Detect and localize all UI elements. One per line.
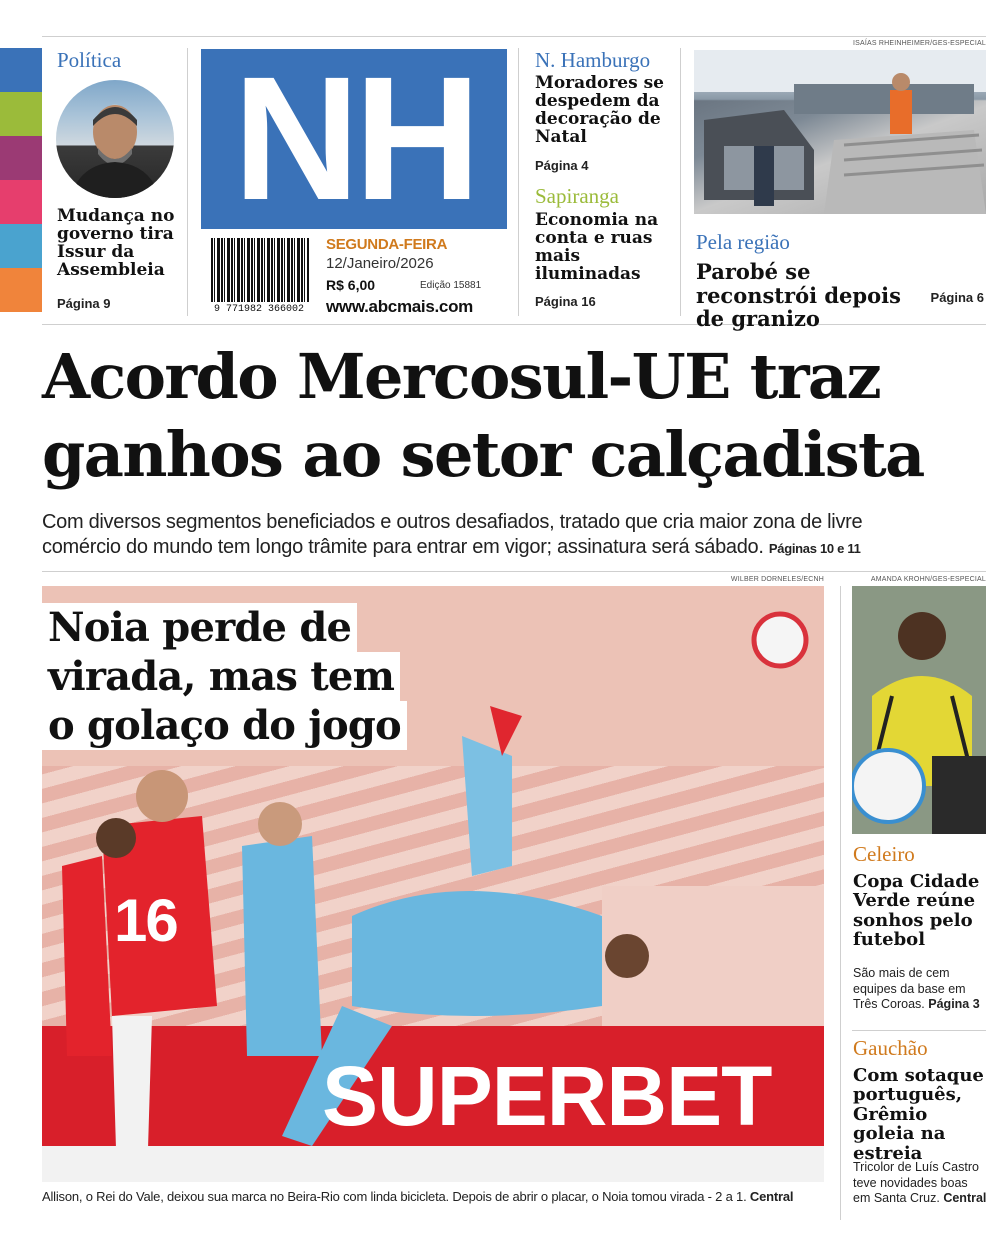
- gauchao-body-text: Tricolor de Luís Castro teve novidades boas em Santa Cruz.: [853, 1160, 979, 1205]
- lead-subhead-line1: Com diversos segmentos beneficiados e outros desafiados, tratado que cria maior zona de livre: [42, 511, 863, 533]
- politica-portrait-photo: [56, 80, 174, 198]
- celeiro-photo-credit: AMANDA KROHN/GES-ESPECIAL: [870, 576, 986, 583]
- celeiro-kicker: Celeiro: [853, 842, 915, 866]
- issue-edition: Edição 15881: [420, 280, 482, 291]
- politica-page-ref: Página 9: [57, 296, 111, 311]
- lead-headline-line1: Acordo Mercosul-UE traz: [42, 340, 881, 413]
- politica-headline: Mudança no governo tira Issur da Assembleia: [57, 206, 175, 280]
- gauchao-page-ref: Central: [943, 1191, 987, 1205]
- gauchao-kicker: Gauchão: [853, 1036, 928, 1060]
- celeiro-page-ref: Página 3: [928, 997, 980, 1011]
- gauchao-body: [853, 1160, 987, 1207]
- divider-right-column: [840, 586, 841, 1220]
- regiao-scene-icon: [694, 50, 986, 214]
- divider-hamburgo: [518, 48, 519, 316]
- hamburgo-page-ref: Página 4: [535, 158, 589, 173]
- celeiro-body: [853, 966, 985, 1013]
- regiao-photo: [694, 50, 986, 214]
- lead-subhead: [42, 510, 986, 561]
- superbet-ad-board: SUPERBET: [322, 1049, 772, 1143]
- barcode-number: 9 771982 366002: [213, 304, 304, 315]
- gauchao-teaser[interactable]: [852, 1034, 990, 1214]
- gauchao-headline: Com sotaque português, Grêmio goleia na estreia: [853, 1065, 984, 1164]
- nh-logo-text: NH: [232, 41, 476, 237]
- main-headline-line2: virada, mas tem: [42, 652, 400, 701]
- main-photo-caption: [42, 1189, 842, 1204]
- lead-subhead-line2: comércio do mundo tem longo trâmite para entrar em vigor; assinatura será sábado.: [42, 536, 764, 558]
- politica-teaser[interactable]: [48, 44, 184, 316]
- regiao-headline: Parobé se reconstrói depois de granizo: [696, 259, 901, 332]
- celeiro-body-text: São mais de cem equipes da base em Três Coroas.: [853, 966, 966, 1011]
- divider-regiao: [680, 48, 681, 316]
- celeiro-headline: Copa Cidade Verde reúne sonhos pelo futebol: [853, 871, 980, 951]
- regiao-photo-credit: ISAÍAS RHEINHEIMER/GES-ESPECIAL: [852, 40, 986, 47]
- lead-bottom-rule: [42, 571, 986, 572]
- website-link[interactable]: www.abcmais.com: [326, 297, 473, 316]
- main-headline-line3: o golaço do jogo: [42, 701, 407, 750]
- strip-cyan: [0, 224, 42, 268]
- barcode-bars: [211, 238, 309, 302]
- hamburgo-headline: Moradores se despedem da decoração de Natal: [535, 73, 665, 147]
- main-photo-credit: WILBER DORNELES/ECNH: [730, 576, 824, 583]
- nh-logo[interactable]: [201, 41, 507, 237]
- strip-blue: [0, 48, 42, 92]
- sapiranga-teaser[interactable]: [527, 184, 677, 318]
- main-photo-headline: [42, 603, 407, 750]
- hamburgo-kicker: N. Hamburgo: [535, 48, 651, 72]
- top-rule: [42, 36, 986, 37]
- strip-pink: [0, 180, 42, 224]
- issue-info: [326, 236, 514, 320]
- jersey-number: 16: [114, 887, 177, 954]
- regiao-kicker: Pela região: [696, 230, 790, 254]
- sapiranga-kicker: Sapiranga: [535, 184, 619, 208]
- main-caption-ref: Central: [749, 1189, 794, 1204]
- strip-orange: [0, 268, 42, 312]
- strip-green: [0, 92, 42, 136]
- divider-politica: [187, 48, 188, 316]
- celeiro-teaser[interactable]: [852, 840, 990, 1020]
- issue-day: SEGUNDA-FEIRA: [326, 236, 448, 253]
- lead-page-ref: Páginas 10 e 11: [768, 541, 861, 556]
- sapiranga-headline: Economia na conta e ruas mais iluminadas: [535, 210, 659, 284]
- celeiro-scene-icon: [852, 586, 986, 834]
- regiao-teaser[interactable]: [694, 222, 986, 332]
- portrait-figure-icon: [56, 80, 174, 198]
- main-headline-line1: Noia perde de: [42, 603, 357, 652]
- celeiro-photo: [852, 586, 986, 834]
- strip-purple: [0, 136, 42, 180]
- lead-headline-line2: ganhos ao setor calçadista: [42, 418, 924, 491]
- regiao-page-ref: Página 6: [930, 290, 984, 305]
- barcode: [203, 238, 315, 318]
- issue-price: R$ 6,00: [326, 277, 376, 293]
- issue-date: 12/Janeiro/2026: [326, 255, 434, 272]
- main-caption-text: Allison, o Rei do Vale, deixou sua marca no Beira-Rio com linda bicicleta. Depois de abrir o placar, o Noia tomou virada - 2 a 1.: [42, 1189, 747, 1204]
- politica-kicker: Política: [57, 48, 122, 72]
- hamburgo-teaser[interactable]: [527, 44, 677, 178]
- celeiro-bottom-rule: [852, 1030, 986, 1031]
- sapiranga-page-ref: Página 16: [535, 294, 596, 309]
